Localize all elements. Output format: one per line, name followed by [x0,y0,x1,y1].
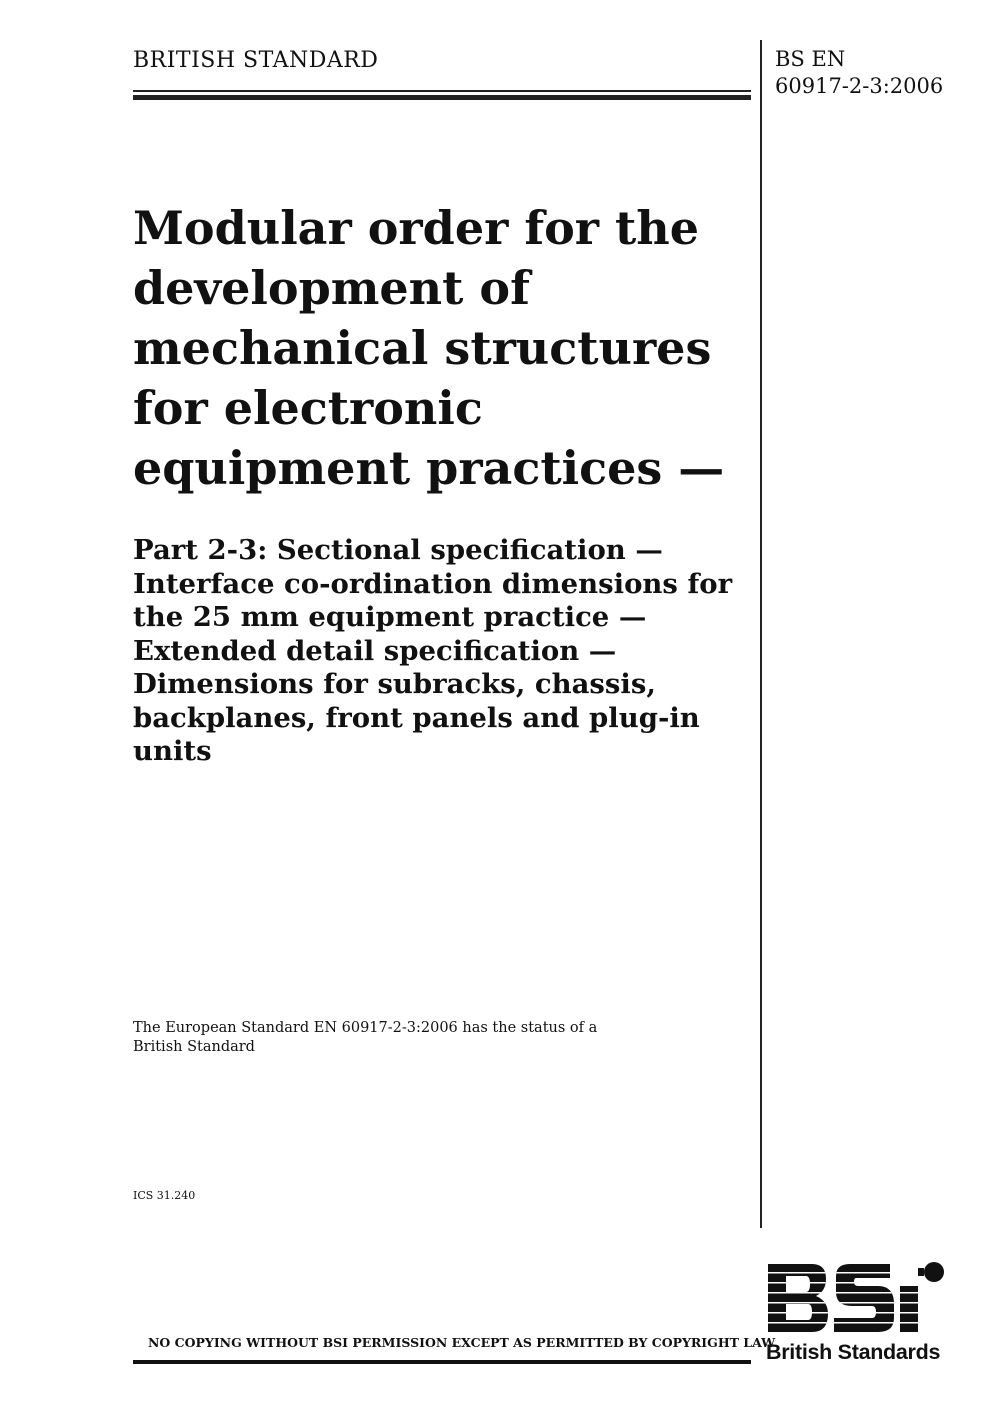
subtitle-line: units [133,735,212,767]
vertical-divider [760,40,762,1228]
standard-number [775,46,975,100]
ics-code: ICS 31.240 [133,1189,196,1202]
bsi-logo-mark [766,1262,946,1338]
title-line: for electronic [133,381,483,435]
bsi-logo [766,1262,946,1372]
title-line: equipment practices — [133,441,725,495]
status-line: British Standard [133,1039,255,1055]
footer-rule [133,1360,751,1364]
bsi-dot-icon [924,1262,944,1282]
subtitle-line: Part 2-3: Sectional specification — [133,534,663,566]
standard-number-line2: 60917-2-3:2006 [775,74,944,98]
copyright-notice: NO COPYING WITHOUT BSI PERMISSION EXCEPT AS PERMITTED BY COPYRIGHT LAW [148,1335,776,1350]
subtitle-line: Dimensions for subracks, chassis, [133,668,656,700]
status-statement [133,1019,693,1057]
subtitle-line: the 25 mm equipment practice — [133,601,647,633]
header-rule [133,90,751,100]
subtitle-line: Interface co-ordination dimensions for [133,567,733,600]
title-line: Modular order for the [133,201,700,255]
status-line: The European Standard EN 60917-2-3:2006 has the status of a [133,1020,598,1036]
bsi-logo-caption: British Standards [766,1340,941,1364]
standard-number-line1: BS EN [775,47,846,71]
document-subtitle [133,534,753,769]
subtitle-line: backplanes, front panels and plug-in [133,701,700,734]
header-label: BRITISH STANDARD [133,48,379,73]
document-title [133,198,753,498]
title-line: development of [133,261,530,315]
subtitle-line: Extended detail specification — [133,634,617,667]
title-line: mechanical structures [133,321,712,375]
